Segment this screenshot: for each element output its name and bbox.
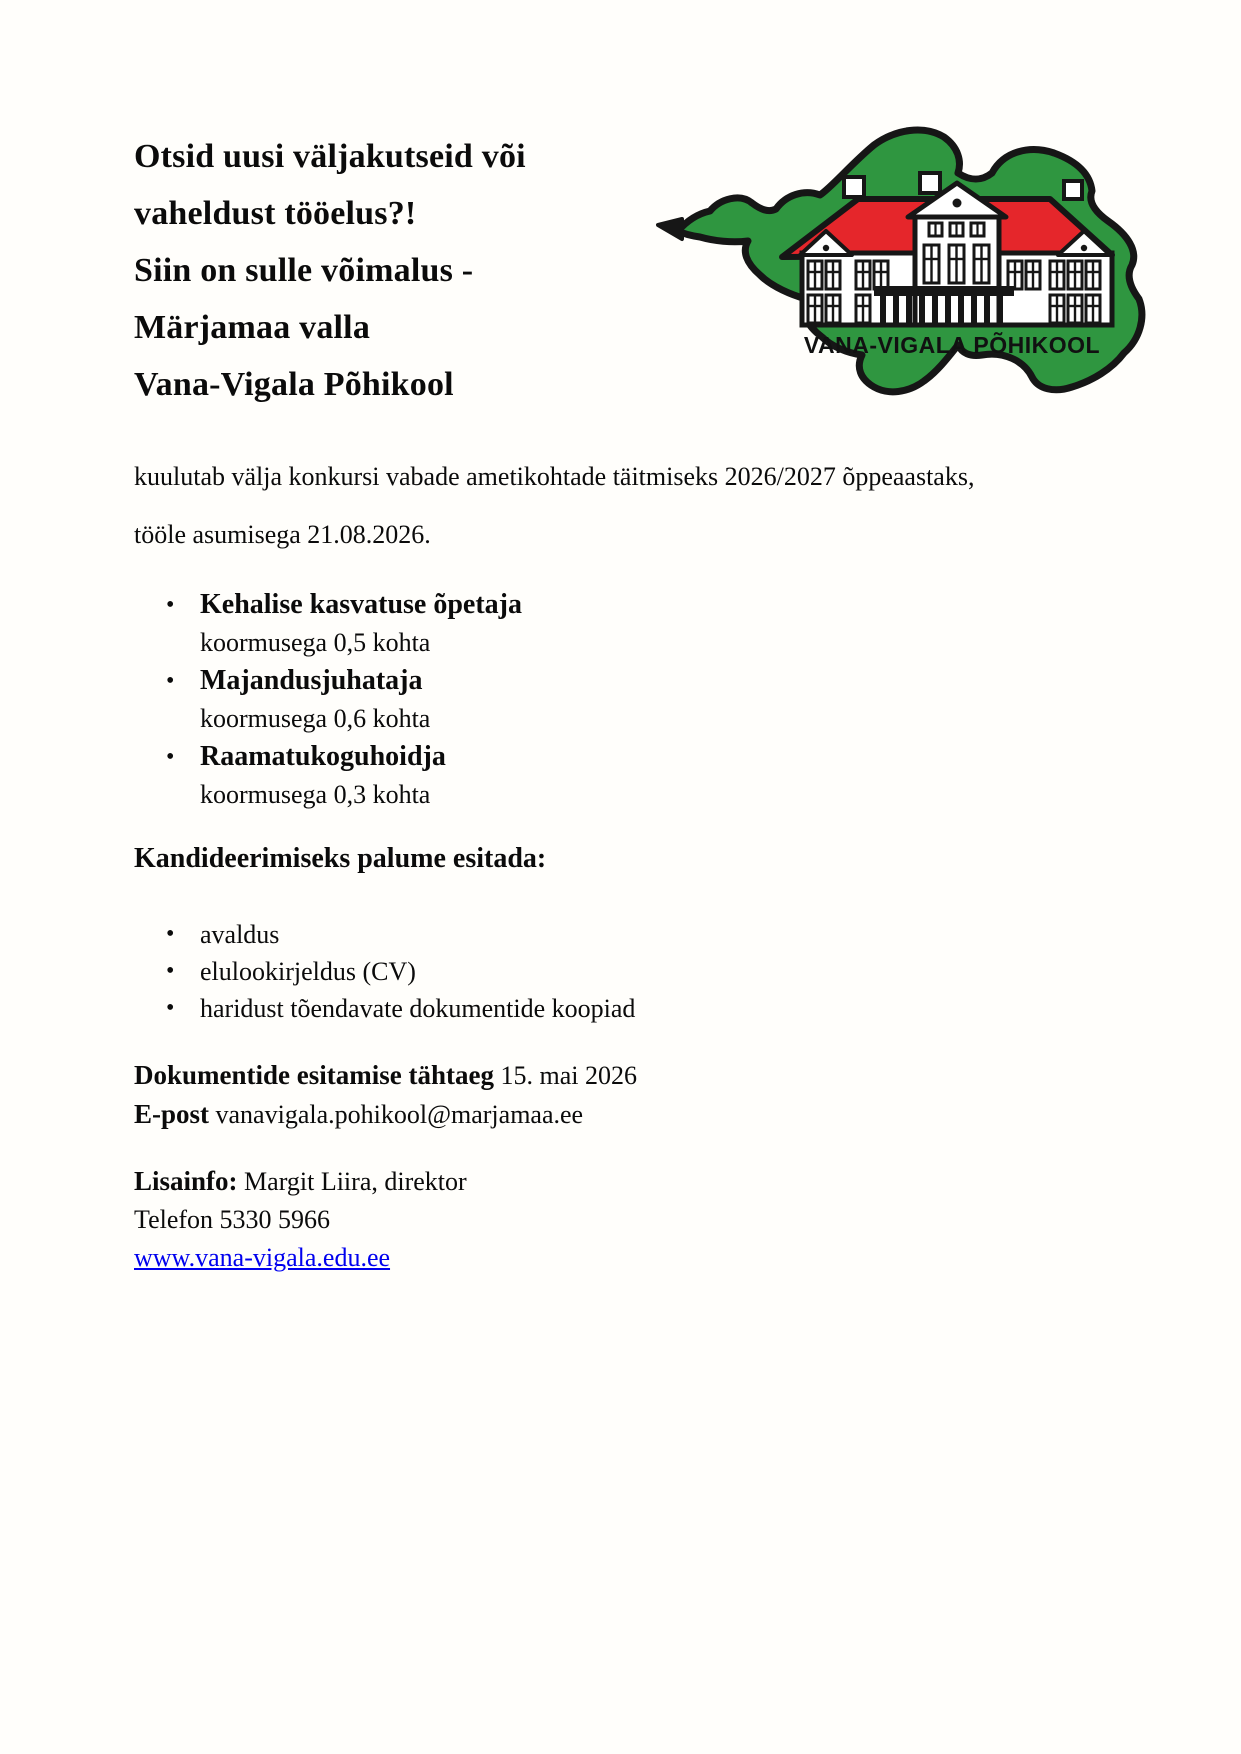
list-item — [134, 990, 635, 1027]
contact-block — [134, 1162, 467, 1277]
application-heading: Kandideerimiseks palume esitada: — [134, 843, 547, 874]
school-logo — [652, 103, 1154, 411]
bullet-icon: • — [166, 958, 175, 984]
vacancy-title: Majandusjuhataja — [200, 665, 423, 696]
documents-list — [134, 916, 635, 1027]
vacancy-list — [134, 586, 522, 814]
heading-line-2: vaheldust tööelus?! — [134, 195, 417, 232]
vacancy-detail: koormusega 0,3 kohta — [200, 780, 431, 809]
document-item: avaldus — [200, 920, 280, 949]
list-item — [134, 953, 635, 990]
document-item: elulookirjeldus (CV) — [200, 957, 416, 986]
bullet-icon: • — [166, 921, 175, 947]
vacancy-title: Raamatukoguhoidja — [200, 741, 446, 772]
deadline-value: 15. mai 2026 — [493, 1061, 637, 1090]
bullet-icon: • — [166, 995, 175, 1021]
list-item — [134, 916, 635, 953]
bullet-icon: • — [166, 668, 175, 694]
vacancy-title: Kehalise kasvatuse õpetaja — [200, 589, 522, 620]
leaf-stem — [658, 219, 682, 239]
contact-value: Margit Liira, direktor — [237, 1167, 467, 1196]
heading-line-3: Siin on sulle võimalus - — [134, 252, 474, 289]
intro-paragraph — [134, 448, 974, 564]
page-title — [134, 128, 526, 413]
intro-line-2: tööle asumisega 21.08.2026. — [134, 520, 431, 549]
heading-line-5: Vana-Vigala Põhikool — [134, 366, 454, 403]
deadline-line — [134, 1056, 637, 1095]
email-label: E-post — [134, 1099, 210, 1129]
heading-line-1: Otsid uusi väljakutseid või — [134, 138, 526, 175]
list-item — [134, 662, 522, 738]
deadline-block — [134, 1056, 637, 1134]
intro-line-1: kuulutab välja konkursi vabade ametikohtade täitmiseks 2026/2027 õppeaastaks, — [134, 462, 975, 491]
email-value: vanavigala.pohikool@marjamaa.ee — [209, 1100, 584, 1129]
contact-label: Lisainfo: — [134, 1166, 238, 1196]
bullet-icon: • — [166, 744, 175, 770]
logo-caption: VANA-VIGALA PÕHIKOOL — [803, 332, 1101, 358]
contact-line — [134, 1162, 467, 1201]
website-link[interactable]: www.vana-vigala.edu.ee — [134, 1243, 391, 1272]
deadline-label: Dokumentide esitamise tähtaeg — [134, 1060, 494, 1090]
vacancy-detail: koormusega 0,5 kohta — [200, 628, 431, 657]
list-item — [134, 738, 522, 814]
phone-line: Telefon 5330 5966 — [134, 1205, 331, 1234]
heading-line-4: Märjamaa valla — [134, 309, 371, 346]
bullet-icon: • — [166, 592, 175, 618]
vacancy-detail: koormusega 0,6 kohta — [200, 704, 431, 733]
email-line — [134, 1095, 637, 1134]
school-logo-image — [652, 103, 1154, 411]
document-item: haridust tõendavate dokumentide koopiad — [200, 994, 636, 1023]
list-item — [134, 586, 522, 662]
